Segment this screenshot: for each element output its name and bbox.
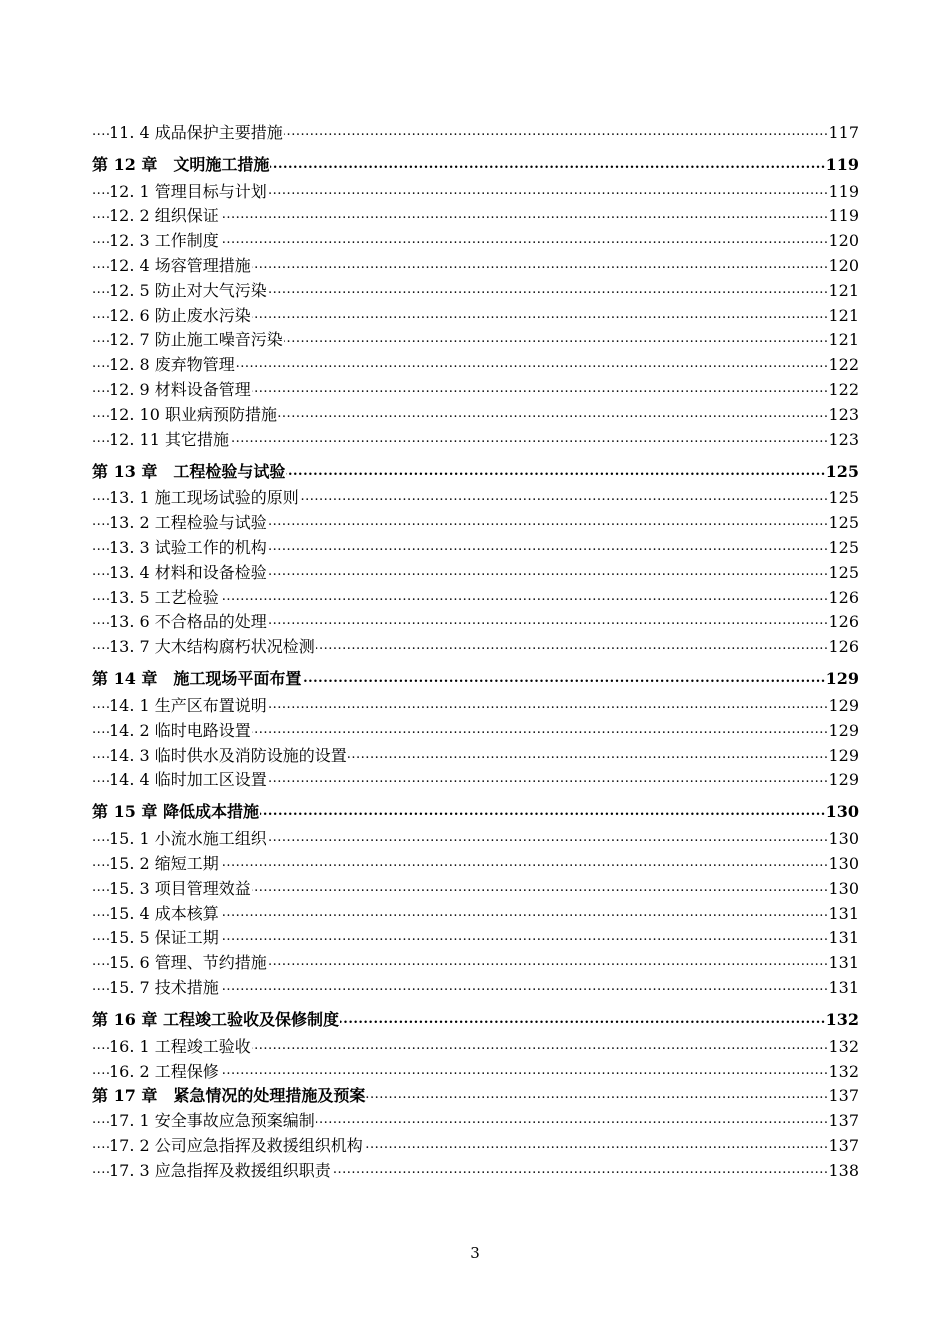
toc-entry-title: ..... 15. 5 保证工期	[109, 928, 219, 948]
toc-entry-section	[92, 119, 859, 144]
toc-entry-page: 138	[828, 1160, 859, 1180]
toc-entry-page: 125	[828, 513, 859, 533]
toc-entry-title: ..... 15. 1 小流水施工组织	[109, 829, 267, 849]
toc-entry-page: 122	[828, 355, 859, 375]
toc-entry-page: 129	[828, 720, 859, 740]
toc-entry-title: ..... 12. 7 防止施工噪音污染	[109, 330, 283, 350]
toc-entry-section	[92, 203, 859, 228]
toc-entry-page: 131	[828, 977, 859, 997]
toc-entry-title: ..... 13. 7 大木结构腐朽状况检测	[109, 637, 315, 657]
toc-entry-page: 117	[828, 122, 859, 142]
toc-entry-section	[92, 227, 859, 252]
toc-entry-title: ..... 17. 2 公司应急指挥及救援组织机构	[109, 1135, 363, 1155]
toc-entry-title: ..... 15. 2 缩短工期	[109, 853, 219, 873]
toc-entry-title: ..... 14. 3 临时供水及消防设施的设置	[109, 745, 347, 765]
toc-entry-title: ..... 13. 1 施工现场试验的原则	[109, 488, 299, 508]
toc-entry-section	[92, 925, 859, 950]
toc-entry-title: ..... 14. 1 生产区布置说明	[109, 695, 267, 715]
toc-entry-section	[92, 825, 859, 850]
page-number: 3	[470, 1244, 480, 1262]
toc-entry-title: ..... 14. 2 临时电路设置	[109, 720, 251, 740]
toc-entry-section	[92, 1058, 859, 1083]
toc-entry-section	[92, 534, 859, 559]
toc-entry-title: ..... 15. 6 管理、节约措施	[109, 953, 267, 973]
toc-entry-title: ..... 12. 8 废弃物管理	[109, 355, 235, 375]
toc-entry-section	[92, 302, 859, 327]
toc-entry-page: 130	[825, 802, 859, 822]
toc-entry-chapter	[92, 791, 859, 825]
toc-entry-section	[92, 559, 859, 584]
toc-entry-title: ..... 15. 7 技术措施	[109, 977, 219, 997]
toc-entry-section	[92, 974, 859, 999]
toc-entry-title: ..... 16. 2 工程保修	[109, 1061, 219, 1081]
toc-entry-title: ..... 12. 2 组织保证	[109, 206, 219, 226]
toc-entry-title: ..... 11. 4 成品保护主要措施	[109, 122, 283, 142]
toc-entry-page: 120	[828, 231, 859, 251]
toc-entry-section	[92, 742, 859, 767]
toc-entry-title: ..... 13. 2 工程检验与试验	[109, 513, 267, 533]
toc-entry-section	[92, 949, 859, 974]
toc-entry-page: 121	[828, 330, 859, 350]
toc-entry-title: ..... 12. 4 场容管理措施	[109, 255, 251, 275]
toc-entry-page: 123	[828, 429, 859, 449]
toc-entry-section	[92, 900, 859, 925]
toc-entry-title: ..... 第 14 章 施工现场平面布置	[92, 669, 302, 689]
toc-entry-page: 129	[828, 695, 859, 715]
toc-entry-page: 125	[828, 562, 859, 582]
toc-entry-section	[92, 277, 859, 302]
toc-entry-title: ..... 16. 1 工程竣工验收	[109, 1036, 251, 1056]
toc-entry-page: 119	[825, 154, 859, 174]
toc-entry-page: 137	[828, 1086, 859, 1106]
toc-entry-title: ..... 12. 10 职业病预防措施	[109, 404, 277, 424]
toc-entry-page: 122	[828, 379, 859, 399]
toc-entry-section	[92, 376, 859, 401]
toc-entry-title: ..... 12. 3 工作制度	[109, 231, 219, 251]
toc-entry-title: ..... 13. 3 试验工作的机构	[109, 537, 267, 557]
toc-entry-page: 119	[828, 181, 859, 201]
toc-entry-section	[92, 485, 859, 510]
toc-entry-page: 129	[828, 745, 859, 765]
toc-entry-page: 126	[828, 587, 859, 607]
toc-entry-title: ..... 第 12 章 文明施工措施	[92, 154, 270, 174]
toc-entry-title: ..... 第 16 章 工程竣工验收及保修制度	[92, 1009, 339, 1029]
toc-entry-title: ..... 13. 5 工艺检验	[109, 587, 219, 607]
toc-entry-title: ..... 12. 9 材料设备管理	[109, 379, 251, 399]
toc-entry-page: 132	[828, 1036, 859, 1056]
toc-entry-page: 132	[828, 1061, 859, 1081]
toc-entry-section	[92, 178, 859, 203]
toc-entry-title: ..... 14. 4 临时加工区设置	[109, 770, 267, 790]
toc-entry-section	[92, 1157, 859, 1182]
toc-entry-section	[92, 1107, 859, 1132]
toc-entry-page: 132	[825, 1009, 859, 1029]
toc-entry-section	[92, 327, 859, 352]
toc-entry-section	[92, 692, 859, 717]
toc-entry-title: ..... 13. 4 材料和设备检验	[109, 562, 267, 582]
toc-entry-page: 126	[828, 637, 859, 657]
toc-entry-title: ..... 12. 11 其它措施	[109, 429, 229, 449]
toc-entry-chapter	[92, 999, 859, 1033]
toc-entry-title: ..... 15. 3 项目管理效益	[109, 878, 251, 898]
toc-entry-section	[92, 401, 859, 426]
toc-entry-page: 130	[828, 853, 859, 873]
toc-entry-page: 120	[828, 255, 859, 275]
toc-entry-page: 137	[828, 1111, 859, 1131]
toc-entry-section	[92, 584, 859, 609]
toc-entry-page: 126	[828, 612, 859, 632]
toc-entry-page: 131	[828, 953, 859, 973]
toc-entry-page: 125	[825, 461, 859, 481]
toc-entry-title: ..... 第 15 章 降低成本措施	[92, 802, 259, 822]
toc-entry-section	[92, 850, 859, 875]
toc-entry-title: ..... 17. 3 应急指挥及救援组织职责	[109, 1160, 331, 1180]
toc-entry-section	[92, 351, 859, 376]
toc-entry-title: ..... 第 17 章 紧急情况的处理措施及预案	[92, 1086, 366, 1106]
toc-entry-section	[92, 509, 859, 534]
toc-entry-page: 129	[828, 770, 859, 790]
toc-entry-chapter	[92, 451, 859, 485]
toc-entry-page: 119	[828, 206, 859, 226]
toc-entry-title: ..... 12. 5 防止对大气污染	[109, 280, 267, 300]
toc-entry-section	[92, 875, 859, 900]
toc-entry-title: ..... 12. 1 管理目标与计划	[109, 181, 267, 201]
toc-entry-section	[92, 1033, 859, 1058]
toc-entry-section	[92, 426, 859, 451]
toc-entry-title: ..... 15. 4 成本核算	[109, 903, 219, 923]
toc-entry-page: 130	[828, 829, 859, 849]
toc-entry-section	[92, 767, 859, 792]
toc-entry-title: ..... 12. 6 防止废水污染	[109, 305, 251, 325]
toc-entry-section	[92, 717, 859, 742]
toc-entry-page: 123	[828, 404, 859, 424]
toc-entry-page: 125	[828, 537, 859, 557]
toc-entry-page: 129	[825, 669, 859, 689]
toc-entry-title: ..... 13. 6 不合格品的处理	[109, 612, 267, 632]
toc-entry-section	[92, 252, 859, 277]
toc-entry-page: 130	[828, 878, 859, 898]
toc-entry-page: 121	[828, 280, 859, 300]
toc-entry-page: 137	[828, 1135, 859, 1155]
toc-entry-section	[92, 633, 859, 658]
toc-entry-page: 131	[828, 928, 859, 948]
toc-entry-page: 125	[828, 488, 859, 508]
toc-entry-page: 131	[828, 903, 859, 923]
toc-entry-title: ..... 17. 1 安全事故应急预案编制	[109, 1111, 315, 1131]
toc-entry-chapter	[92, 1083, 859, 1108]
toc-entry-page: 121	[828, 305, 859, 325]
toc-entry-section	[92, 1132, 859, 1157]
toc-entry-chapter	[92, 658, 859, 692]
toc-entry-section	[92, 609, 859, 634]
toc-entry-chapter	[92, 144, 859, 178]
table-of-contents	[92, 119, 859, 1182]
toc-entry-title: ..... 第 13 章 工程检验与试验	[92, 461, 286, 481]
